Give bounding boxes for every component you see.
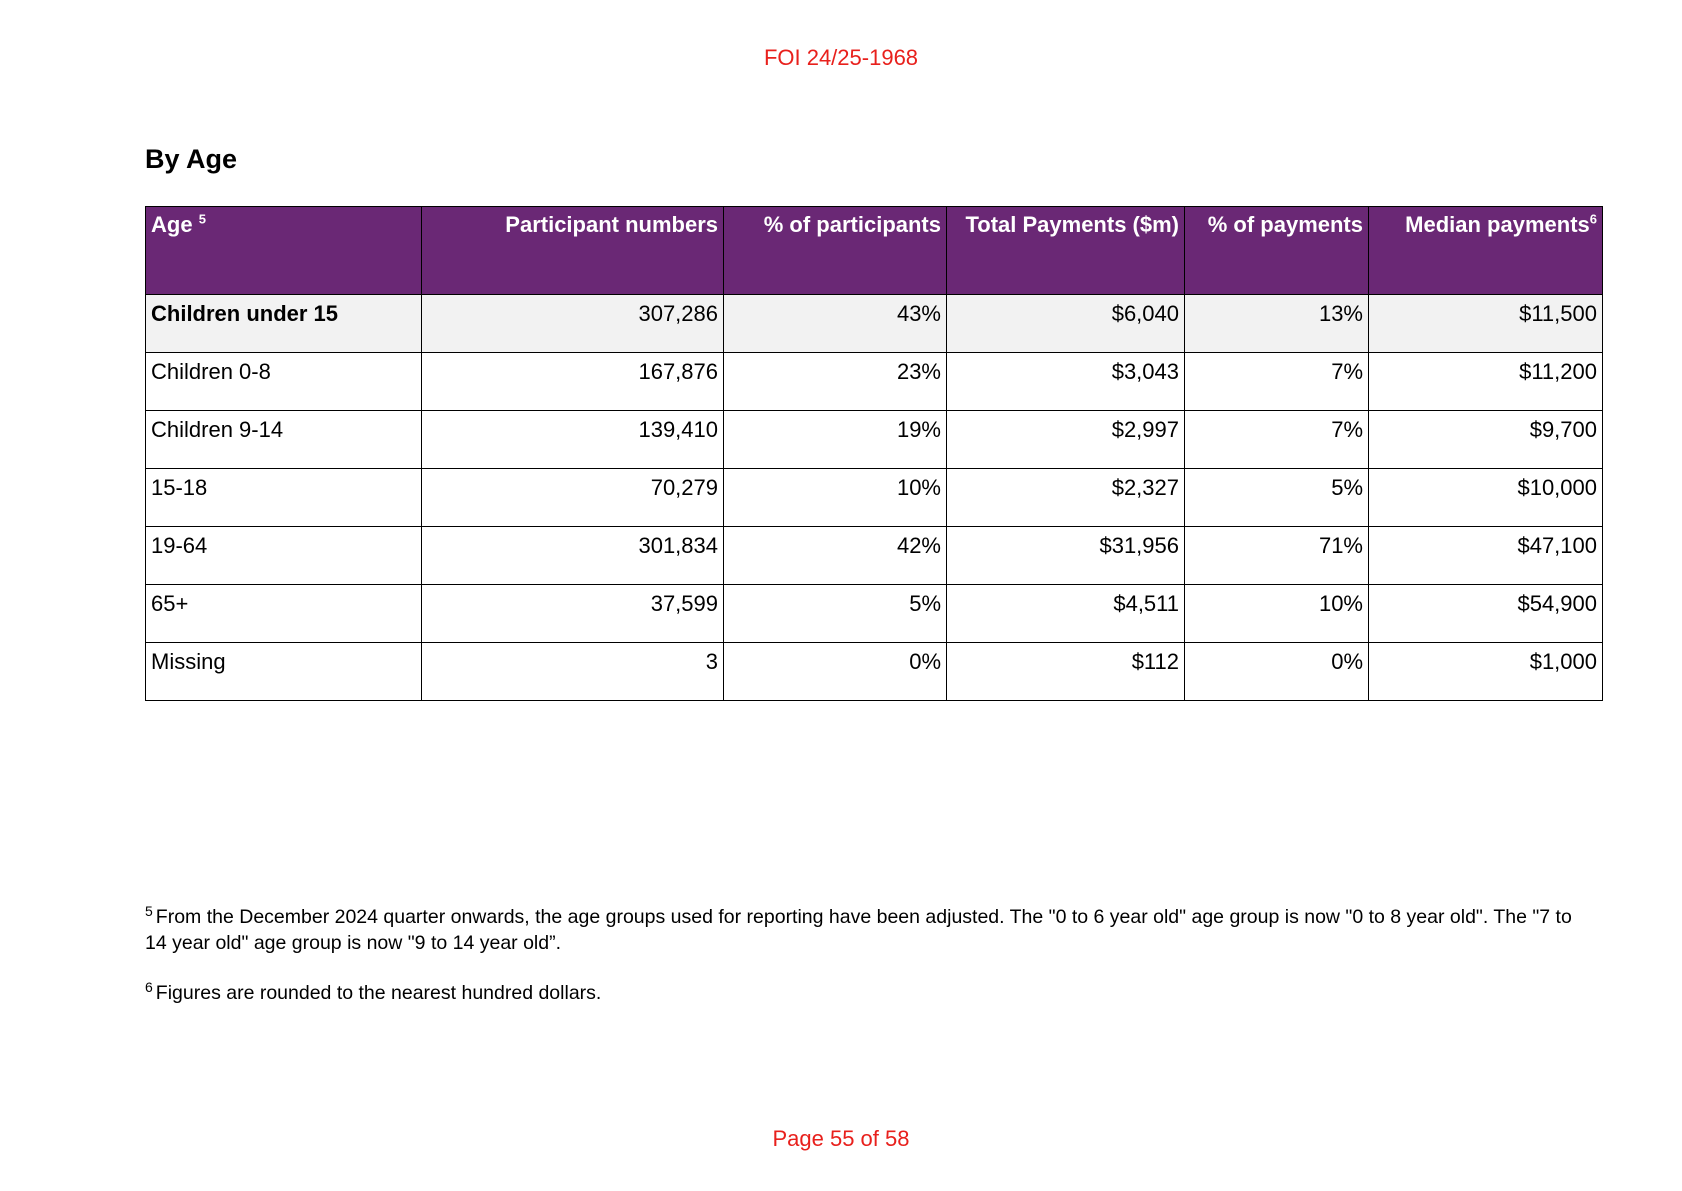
cell-participants: 70,279 — [422, 469, 724, 527]
table-row — [146, 585, 1603, 643]
cell-pct-payments: 10% — [1185, 585, 1369, 643]
cell-median: $11,200 — [1369, 353, 1603, 411]
footnote-ref-6: 6 — [1589, 211, 1597, 227]
column-header-pct-participants: % of participants — [724, 207, 947, 295]
cell-pct-participants: 42% — [724, 527, 947, 585]
cell-total-payments: $31,956 — [947, 527, 1185, 585]
footnotes — [145, 904, 1585, 1030]
cell-pct-payments: 7% — [1185, 411, 1369, 469]
table-row — [146, 353, 1603, 411]
cell-participants: 37,599 — [422, 585, 724, 643]
cell-median: $54,900 — [1369, 585, 1603, 643]
age-table — [145, 206, 1603, 701]
table-header-row — [146, 207, 1603, 295]
cell-pct-participants: 5% — [724, 585, 947, 643]
foi-reference: FOI 24/25-1968 — [763, 45, 919, 70]
cell-participants: 3 — [422, 643, 724, 701]
footnote-mark: 6 — [145, 978, 153, 995]
cell-pct-participants: 23% — [724, 353, 947, 411]
cell-age: Children 0-8 — [146, 353, 422, 411]
cell-pct-participants: 43% — [724, 295, 947, 353]
cell-participants: 301,834 — [422, 527, 724, 585]
cell-pct-payments: 5% — [1185, 469, 1369, 527]
cell-median: $10,000 — [1369, 469, 1603, 527]
cell-pct-payments: 71% — [1185, 527, 1369, 585]
cell-age: Children 9-14 — [146, 411, 422, 469]
cell-median: $47,100 — [1369, 527, 1603, 585]
cell-age: 15-18 — [146, 469, 422, 527]
cell-pct-payments: 13% — [1185, 295, 1369, 353]
table-row-children-under-15 — [146, 295, 1603, 353]
cell-median: $1,000 — [1369, 643, 1603, 701]
footnote-text: From the December 2024 quarter onwards, the age groups used for reporting have been adjusted. The "0 to 6 year old" age group is now "0 to 8 year old". The "7 to 14 year old" age group is now "9 to 14 year old”. — [145, 906, 1572, 954]
column-header-participant-numbers: Participant numbers — [422, 207, 724, 295]
cell-total-payments: $2,327 — [947, 469, 1185, 527]
cell-total-payments: $6,040 — [947, 295, 1185, 353]
cell-pct-participants: 10% — [724, 469, 947, 527]
column-header-total-payments: Total Payments ($m) — [947, 207, 1185, 295]
footnote-text: Figures are rounded to the nearest hundred dollars. — [155, 982, 602, 1004]
cell-pct-participants: 0% — [724, 643, 947, 701]
cell-total-payments: $2,997 — [947, 411, 1185, 469]
cell-age: Children under 15 — [146, 295, 422, 353]
cell-age: 65+ — [146, 585, 422, 643]
footnote-5 — [145, 904, 1585, 956]
cell-pct-participants: 19% — [724, 411, 947, 469]
footnote-ref-5: 5 — [198, 211, 206, 227]
cell-age: 19-64 — [146, 527, 422, 585]
cell-pct-payments: 0% — [1185, 643, 1369, 701]
column-header-pct-payments: % of payments — [1185, 207, 1369, 295]
footnote-mark: 5 — [145, 902, 153, 919]
cell-median: $11,500 — [1369, 295, 1603, 353]
cell-total-payments: $112 — [947, 643, 1185, 701]
table-row — [146, 469, 1603, 527]
cell-participants: 307,286 — [422, 295, 724, 353]
cell-median: $9,700 — [1369, 411, 1603, 469]
table-row — [146, 643, 1603, 701]
table-row — [146, 527, 1603, 585]
cell-participants: 139,410 — [422, 411, 724, 469]
cell-age: Missing — [146, 643, 422, 701]
table-row — [146, 411, 1603, 469]
section-title: By Age — [145, 144, 238, 174]
footnote-6 — [145, 980, 1585, 1006]
page-number: Page 55 of 58 — [772, 1126, 910, 1151]
cell-pct-payments: 7% — [1185, 353, 1369, 411]
cell-total-payments: $4,511 — [947, 585, 1185, 643]
column-header-age: Age $^5$ — [146, 207, 422, 295]
column-header-median-payments: Median payments$^6$ — [1369, 207, 1603, 295]
cell-total-payments: $3,043 — [947, 353, 1185, 411]
cell-participants: 167,876 — [422, 353, 724, 411]
